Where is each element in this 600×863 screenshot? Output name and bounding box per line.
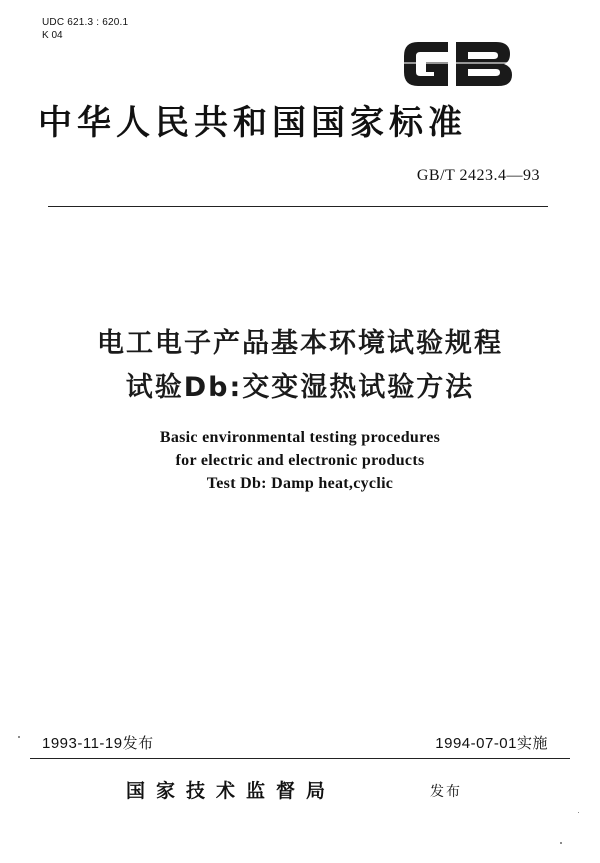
scan-speck (18, 736, 20, 738)
issue-word: 发布 (430, 784, 462, 800)
gb-logo (396, 32, 520, 94)
document-title-cn-line1: 电工电子产品基本环境试验规程 (97, 328, 503, 359)
footer-divider (30, 758, 570, 759)
udc-classification: UDC 621.3 : 620.1 (42, 17, 129, 28)
issuing-authority: 国家技术监督局 (126, 780, 337, 802)
standard-title: 中华人民共和国国家标准 (38, 103, 467, 143)
issue-date: 1993-11-19发布 (42, 735, 154, 752)
scan-speck (578, 812, 579, 813)
header-divider (48, 206, 548, 207)
document-title-en-line3: Test Db: Damp heat,cyclic (206, 475, 394, 492)
document-title-cn-line2: 试验Db:交变湿热试验方法 (125, 372, 475, 403)
document-title-en-line2: for electric and electronic products (175, 452, 425, 469)
ccs-classification: K 04 (42, 30, 63, 41)
standard-number: GB/T 2423.4—93 (416, 167, 540, 184)
document-title-en-line1: Basic environmental testing procedures (159, 429, 441, 446)
implementation-date: 1994-07-01实施 (435, 735, 548, 752)
scan-speck (560, 842, 562, 844)
